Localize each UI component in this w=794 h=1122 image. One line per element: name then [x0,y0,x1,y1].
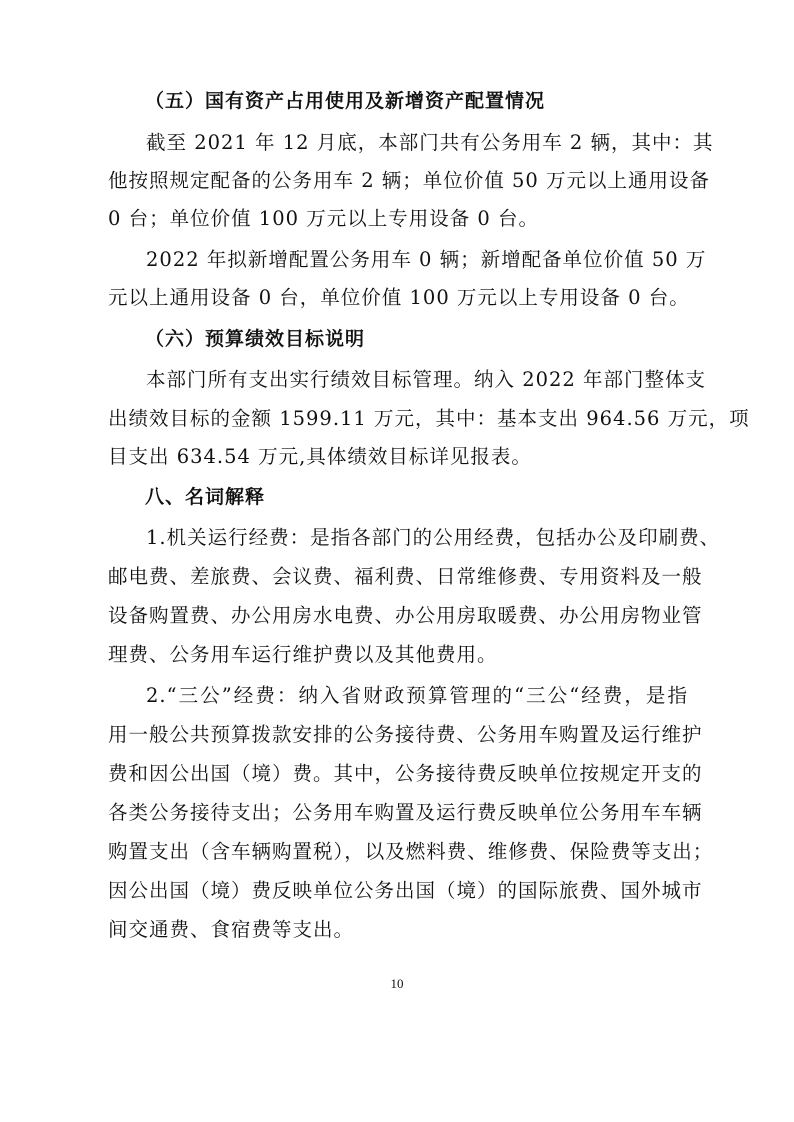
paragraph-line: 截至 2021 年 12 月底，本部门共有公务用车 2 辆，其中：其 [146,131,714,154]
glossary-item-line: 各类公务接待支出；公务用车购置及运行费反映单位公务用车车辆 [108,801,703,824]
paragraph-line: 出绩效目标的金额 1599.11 万元，其中：基本支出 964.56 万元，项 [108,407,750,430]
paragraph-line: 目支出 634.54 万元,具体绩效目标详见报表。 [108,445,532,468]
section-heading-glossary: 八、名词解释 [145,486,266,508]
glossary-item-line: 费和因公出国（境）费。其中，公务接待费反映单位按规定开支的 [108,762,703,785]
glossary-item-line: 购置支出（含车辆购置税），以及燃料费、维修费、保险费等支出； [108,840,714,863]
glossary-item-line: 邮电费、差旅费、会议费、福利费、日常维修费、专用资料及一般 [108,565,703,588]
paragraph-line: 0 台；单位价值 100 万元以上专用设备 0 台。 [108,207,540,230]
glossary-item-line: 因公出国（境）费反映单位公务出国（境）的国际旅费、国外城市 [108,879,703,902]
paragraph-line: 他按照规定配备的公务用车 2 辆；单位价值 50 万元以上通用设备 [108,169,711,192]
glossary-item-line: 间交通费、食宿费等支出。 [108,918,355,941]
paragraph-line: 2022 年拟新增配置公务用车 0 辆；新增配备单位价值 50 万 [146,248,707,271]
glossary-item-line: 设备购置费、办公用房水电费、办公用房取暖费、办公用房物业管 [108,604,703,627]
section-heading-performance: （六）预算绩效目标说明 [145,328,366,350]
paragraph-line: 本部门所有支出实行绩效目标管理。纳入 2022 年部门整体支 [146,368,707,391]
glossary-item-line: 理费、公务用车运行维护费以及其他费用。 [108,643,498,666]
paragraph-line: 元以上通用设备 0 台，单位价值 100 万元以上专用设备 0 台。 [108,286,690,309]
section-heading-assets: （五）国有资产占用使用及新增资产配置情况 [145,90,546,112]
glossary-item-line: 用一般公共预算拨款安排的公务接待费、公务用车购置及运行维护 [108,723,703,746]
page-number: 10 [390,976,404,991]
glossary-item-line: 1.机关运行经费：是指各部门的公用经费，包括办公及印刷费、 [146,526,721,549]
glossary-item-line: 2.“三公”经费：纳入省财政预算管理的“三公“经费，是指 [146,684,688,707]
